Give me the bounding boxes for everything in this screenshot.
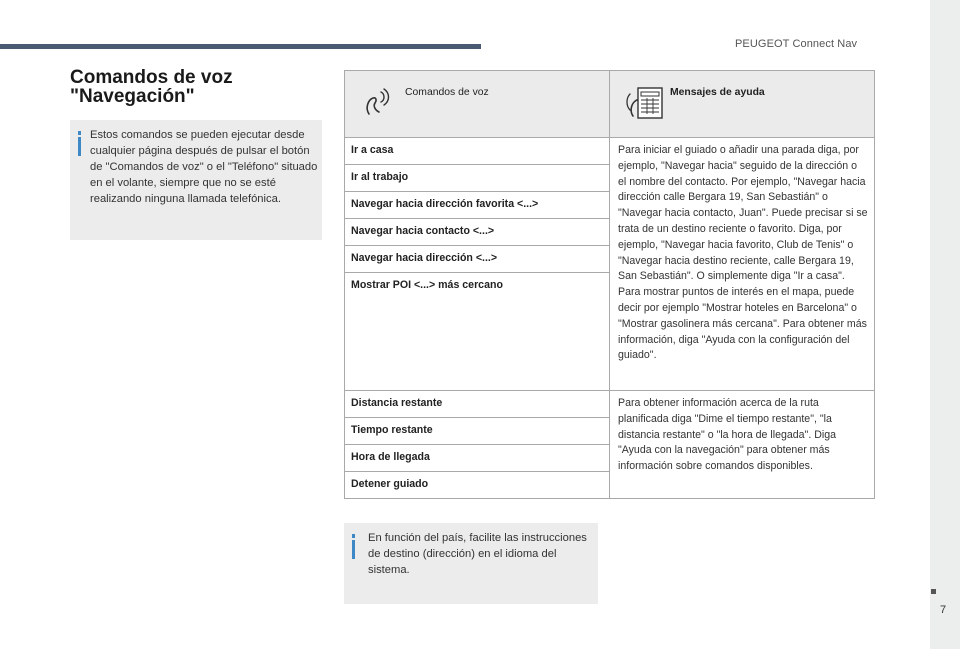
page-marker (931, 589, 936, 594)
page-title-line1: Comandos de voz (70, 67, 233, 88)
page-title (70, 68, 330, 106)
help-cell-navigation: Para iniciar el guiado o añadir una parada diga, por ejemplo, "Navegar hacia" seguido de la dirección o el nombre del contacto. Por ejemplo, "Navegar hacia dirección calle Bergara 19, San Sebastián" o "Navegar hacia contacto, Juan". Puede precisar si se trata de un destino reciente o favorito. Diga, por ejemplo, "Navegar hacia favorito, Club de Tenis" o "Navegar hacia destino reciente, calle Bergara 19, San Sebastián". O simplemente diga "Ir a casa". Para mostrar puntos de interés en el mapa, puede decir por ejemplo "Mostrar hoteles en Barcelona" o "Mostrar gasolinera más cercana". Para obtener más información, diga "Ayuda con la configuración del guiado". (610, 138, 875, 391)
info-box-bottom (344, 523, 598, 604)
command-cell: Navegar hacia contacto <...> (345, 219, 610, 246)
voice-command-icon (359, 84, 395, 120)
help-cell-route-info: Para obtener información acerca de la ruta planificada diga "Dime el tiempo restante", "la distancia restante" o "la hora de llegada". Diga "Ayuda con la navegación" para obtener más información sobre comandos disponibles. (610, 391, 875, 499)
command-cell: Tiempo restante (345, 418, 610, 445)
table-header-commands-label: Comandos de voz (405, 87, 489, 98)
info-bar (352, 540, 355, 559)
page-title-line2: "Navegación" (70, 86, 195, 107)
command-cell: Navegar hacia dirección favorita <...> (345, 192, 610, 219)
info-icon (78, 131, 81, 135)
table-header-row (345, 71, 875, 138)
table-header-help (610, 71, 875, 138)
table-row (345, 138, 875, 165)
command-cell: Navegar hacia dirección <...> (345, 246, 610, 273)
info-box-top-text: Estos comandos se pueden ejecutar desde cualquier página después de pulsar el botón de "Comandos de voz" o el "Teléfono" situado en el volante, siempre que no se esté realizando ninguna llamada telefónica. (90, 129, 318, 205)
command-cell: Distancia restante (345, 391, 610, 418)
command-cell: Hora de llegada (345, 445, 610, 472)
header-rule (0, 44, 481, 49)
command-cell: Detener guiado (345, 472, 610, 499)
table-row (345, 391, 875, 418)
help-message-icon (624, 84, 668, 124)
table-header-help-label: Mensajes de ayuda (670, 87, 765, 98)
command-cell: Ir a casa (345, 138, 610, 165)
info-icon (352, 534, 355, 538)
page-number: 7 (939, 604, 947, 616)
command-cell: Mostrar POI <...> más cercano (345, 273, 610, 391)
table-header-commands (345, 71, 610, 138)
info-box-top (70, 120, 322, 240)
info-box-bottom-text: En función del país, facilite las instrucciones de destino (dirección) en el idioma del sistema. (368, 532, 587, 576)
header-brand: PEUGEOT Connect Nav (735, 38, 858, 50)
info-bar (78, 137, 81, 156)
page-side-strip (930, 0, 960, 649)
voice-commands-table (344, 70, 875, 499)
command-cell: Ir al trabajo (345, 165, 610, 192)
